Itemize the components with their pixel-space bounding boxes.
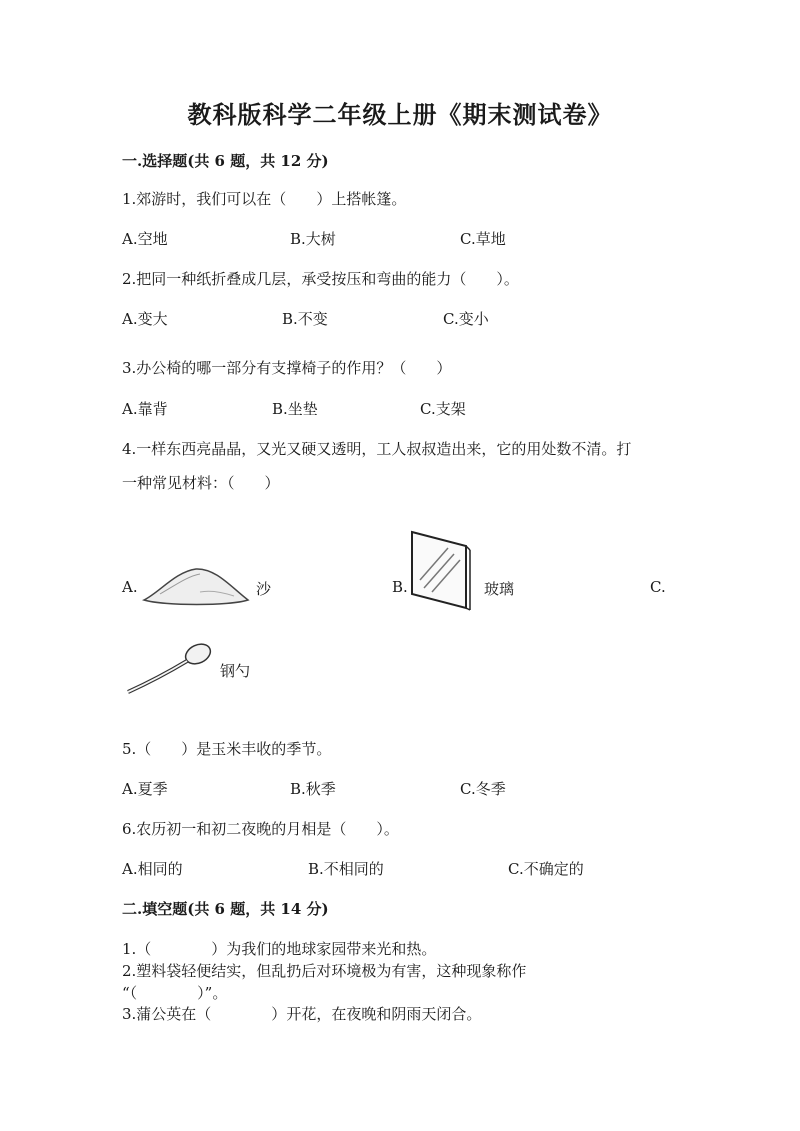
question-4-option-a-label: 沙	[256, 580, 272, 598]
question-5-stem: 5.（ ）是玉米丰收的季节。	[122, 740, 332, 758]
question-2-stem: 2.把同一种纸折叠成几层，承受按压和弯曲的能力（ ）。	[122, 270, 519, 288]
question-3-option-b[interactable]: B.坐垫	[272, 400, 318, 418]
question-1-option-a[interactable]: A.空地	[122, 230, 168, 248]
question-2-option-c[interactable]: C.变小	[443, 310, 489, 328]
question-1-stem: 1.郊游时，我们可以在（ ）上搭帐篷。	[122, 190, 407, 208]
question-2-option-b[interactable]: B.不变	[282, 310, 328, 328]
glass-pane-image	[408, 530, 474, 612]
steel-spoon-image	[122, 640, 214, 696]
page-title: 教科版科学二年级上册《期末测试卷》	[187, 100, 613, 129]
question-5-option-c[interactable]: C.冬季	[460, 780, 506, 798]
question-4-option-c-letter[interactable]: C.	[650, 578, 666, 596]
question-6-option-a[interactable]: A.相同的	[122, 860, 183, 878]
section-2-heading: 二.填空题(共 6 题，共 14 分)	[122, 900, 329, 918]
question-4-option-b-label: 玻璃	[484, 580, 515, 598]
sand-pile-image	[140, 562, 252, 606]
question-3-option-a[interactable]: A.靠背	[122, 400, 168, 418]
question-1-option-b[interactable]: B.大树	[290, 230, 336, 248]
question-4-stem-line-1: 4.一样东西亮晶晶，又光又硬又透明，工人叔叔造出来，它的用处数不清。打	[122, 440, 632, 458]
question-5-option-a[interactable]: A.夏季	[122, 780, 168, 798]
fill-question-2-line-1: 2.塑料袋轻便结实，但乱扔后对环境极为有害，这种现象称作	[122, 962, 527, 980]
question-1-option-c[interactable]: C.草地	[460, 230, 506, 248]
question-5-option-b[interactable]: B.秋季	[290, 780, 336, 798]
question-4-option-c-label: 钢勺	[220, 662, 251, 680]
question-4-option-a-letter[interactable]: A.	[122, 578, 138, 596]
fill-question-1: 1.（ ）为我们的地球家园带来光和热。	[122, 940, 437, 958]
question-4-stem-line-2: 一种常见材料：（ ）	[122, 474, 280, 492]
fill-question-3: 3.蒲公英在（ ）开花，在夜晚和阴雨天闭合。	[122, 1005, 482, 1023]
question-6-option-b[interactable]: B.不相同的	[308, 860, 384, 878]
fill-question-2-line-2: “（ ）”。	[122, 984, 228, 1002]
question-6-stem: 6.农历初一和初二夜晚的月相是（ ）。	[122, 820, 399, 838]
question-6-option-c[interactable]: C.不确定的	[508, 860, 584, 878]
question-3-option-c[interactable]: C.支架	[420, 400, 466, 418]
section-1-heading: 一.选择题(共 6 题，共 12 分)	[122, 152, 329, 170]
question-4-option-b-letter[interactable]: B.	[392, 578, 408, 596]
question-2-option-a[interactable]: A.变大	[122, 310, 168, 328]
question-3-stem: 3.办公椅的哪一部分有支撑椅子的作用？（ ）	[122, 359, 452, 377]
